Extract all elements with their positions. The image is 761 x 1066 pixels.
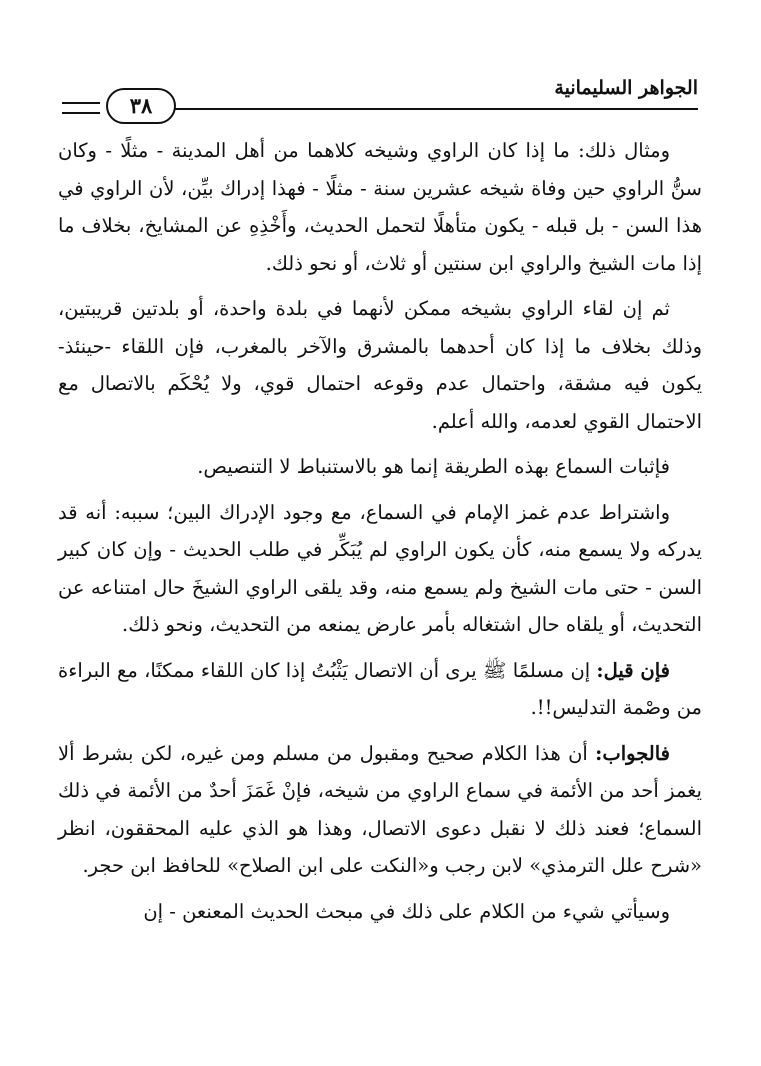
page-header — [62, 76, 698, 116]
paragraph — [58, 290, 702, 440]
paragraph-text: ومثال ذلك: ما إذا كان الراوي وشيخه كلاهما من أهل المدينة - مثلًا - وكان سنُّ الراوي حين وفاة شيخه عشرين سنة - مثلًا - فهذا إدراك بيِّن، لأن الراوي في هذا السن - بل قبله - يكون متأهلًا لتحمل الحديث، وأَخْذِهِ عن المشايخ، بخلاف ما إذا مات الشيخ والراوي ابن سنتين أو ثلاث، أو نحو ذلك. — [58, 139, 702, 275]
paragraph — [58, 652, 702, 727]
paragraph-text: واشتراط عدم غمز الإمام في السماع، مع وجود الإدراك البين؛ سببه: أنه قد يدركه ولا يسمع منه، كأن يكون الراوي لم يُبَكِّر في طلب الحديث - وإن كان كبير السن - حتى مات الشيخ ولم يسمع منه، وقد يلقى الراوي الشيخَ حال امتناعه عن التحديث، أو يلقاه حال اشتغاله بأمر عارض يمنعه من التحديث، ونحو ذلك. — [58, 500, 702, 636]
page-number: ٣٨ — [106, 88, 176, 124]
book-title: الجواهر السليمانية — [554, 77, 698, 99]
page-number-lines — [62, 102, 100, 114]
paragraph-text: فإثبات السماع بهذه الطريقة إنما هو بالاستنباط لا التنصيص. — [197, 455, 670, 478]
paragraph — [58, 494, 702, 644]
paragraph — [58, 132, 702, 282]
paragraph — [58, 893, 702, 931]
page-number-badge — [62, 88, 174, 122]
paragraph-lead: فإن قيل: — [596, 658, 670, 682]
paragraph — [58, 448, 702, 486]
body-text — [58, 132, 702, 938]
paragraph-lead: فالجواب: — [595, 741, 670, 765]
paragraph — [58, 735, 702, 885]
paragraph-text: أن هذا الكلام صحيح ومقبول من مسلم ومن غيره، لكن بشرط ألا يغمز أحد من الأئمة في سماع الراوي من شيخه، فإنْ غَمَزَ أحدٌ من الأئمة في ذلك السماع؛ فعند ذلك لا نقبل دعوى الاتصال، وهذا هو الذي عليه المحققون، انظر «شرح علل الترمذي» لابن رجب و«النكت على ابن الصلاح» للحافظ ابن حجر. — [58, 741, 702, 877]
paragraph-text: إن مسلمًا ﷺ يرى أن الاتصال يَثْبُتُ إذا كان اللقاء ممكنًا، مع البراءة من وصْمة التدليس!!. — [58, 658, 702, 719]
paragraph-text: وسيأتي شيء من الكلام على ذلك في مبحث الحديث المعنعن - إن — [143, 899, 670, 923]
paragraph-text: ثم إن لقاء الراوي بشيخه ممكن لأنهما في بلدة واحدة، أو بلدتين قريبتين، وذلك بخلاف ما إذا كان أحدهما بالمشرق والآخر بالمغرب، فإن اللقاء -حينئذ- يكون فيه مشقة، واحتمال عدم وقوعه احتمال قوي، ولا يُحْكَم بالاتصال مع الاحتمال القوي لعدمه، والله أعلم. — [58, 297, 702, 433]
